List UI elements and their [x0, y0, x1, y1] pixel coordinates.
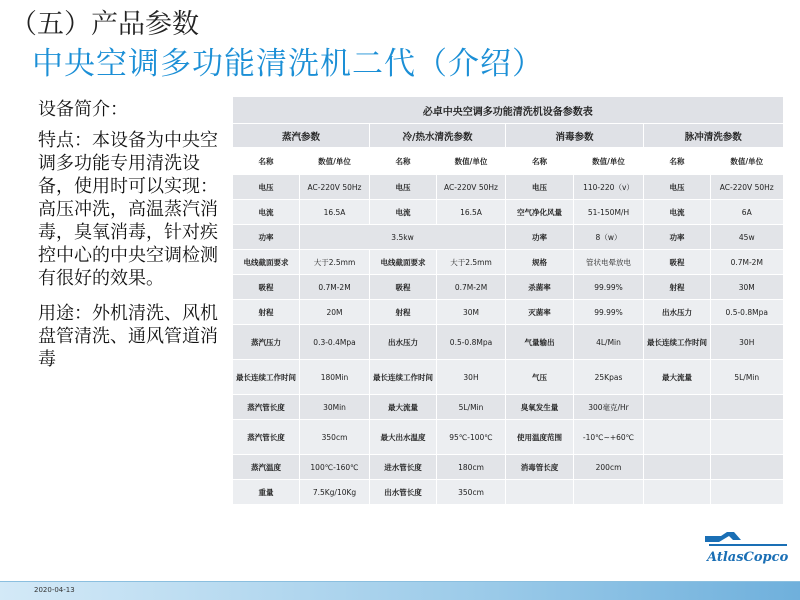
- parameter-value: 30M: [711, 275, 783, 300]
- table-row: [233, 175, 783, 200]
- page-heading: （五）产品参数: [10, 9, 199, 40]
- parameter-name: 最大出水温度: [370, 420, 437, 455]
- parameter-name: 气量输出: [506, 325, 574, 360]
- parameter-value: -10℃~+60℃: [574, 420, 644, 455]
- parameter-value: AC-220V 50Hz: [437, 175, 506, 200]
- logo-text: AtlasCopco: [707, 550, 789, 565]
- column-header-value: 数值/单位: [437, 148, 506, 175]
- parameter-name: 灭菌率: [506, 300, 574, 325]
- parameter-name: 最长连续工作时间: [644, 325, 711, 360]
- parameter-value: 200cm: [574, 455, 644, 480]
- table-row: [233, 225, 783, 250]
- parameter-value: [711, 420, 783, 455]
- parameter-value: AC-220V 50Hz: [711, 175, 783, 200]
- parameter-value: AC-220V 50Hz: [300, 175, 370, 200]
- parameter-name: 吸程: [370, 275, 437, 300]
- column-header-name: 名称: [233, 148, 300, 175]
- table-row: [233, 480, 783, 505]
- parameter-name: 进水管长度: [370, 455, 437, 480]
- parameter-name: 射程: [233, 300, 300, 325]
- parameter-name: 杀菌率: [506, 275, 574, 300]
- parameter-name: 电压: [233, 175, 300, 200]
- parameter-value: 100℃-160℃: [300, 455, 370, 480]
- parameter-name: 电压: [506, 175, 574, 200]
- section-header: 蒸汽参数: [233, 124, 370, 148]
- parameter-name: 最大流量: [370, 395, 437, 420]
- parameter-value: 大于2.5mm: [437, 250, 506, 275]
- parameter-value: 180cm: [437, 455, 506, 480]
- column-header-value: 数值/单位: [300, 148, 370, 175]
- parameter-value: [711, 480, 783, 505]
- table-row: [233, 455, 783, 480]
- intro-label: 设备简介：: [38, 99, 128, 120]
- parameter-name: 规格: [506, 250, 574, 275]
- table-cell: 3.5kw: [300, 225, 506, 250]
- parameter-name: 使用温度范围: [506, 420, 574, 455]
- parameter-name: 电压: [370, 175, 437, 200]
- table-row: [233, 325, 783, 360]
- atlas-copco-logo: [701, 528, 791, 566]
- parameter-value: 350cm: [437, 480, 506, 505]
- parameter-value: 0.7M-2M: [711, 250, 783, 275]
- parameter-value: 8（w）: [574, 225, 644, 250]
- parameter-value: 大于2.5mm: [300, 250, 370, 275]
- parameter-name: 最长连续工作时间: [370, 360, 437, 395]
- device-description: [38, 98, 230, 383]
- column-header-value: 数值/单位: [574, 148, 644, 175]
- parameter-value: 16.5A: [300, 200, 370, 225]
- parameter-value: 5L/Min: [711, 360, 783, 395]
- footer-date: 2020-04-13: [34, 586, 75, 594]
- parameter-name: 电线截面要求: [370, 250, 437, 275]
- table-row: [233, 420, 783, 455]
- parameter-value: 99.99%: [574, 300, 644, 325]
- parameter-table: [232, 96, 783, 504]
- parameter-value: 45w: [711, 225, 783, 250]
- table-row: [233, 275, 783, 300]
- column-header-name: 名称: [506, 148, 574, 175]
- section-header: 消毒参数: [506, 124, 644, 148]
- parameter-name: 电压: [644, 175, 711, 200]
- parameter-value: 0.5-0.8Mpa: [437, 325, 506, 360]
- parameter-name: 功率: [506, 225, 574, 250]
- parameter-value: 0.3-0.4Mpa: [300, 325, 370, 360]
- parameter-value: 管状电晕放电: [574, 250, 644, 275]
- parameter-value: 5L/Min: [437, 395, 506, 420]
- features-text: 特点：本设备为中央空调多功能专用清洗设备，使用时可以实现：高压冲洗，高温蒸汽消毒，臭氧消毒，针对疾控中心的中央空调检测有很好的效果。: [38, 130, 218, 289]
- parameter-value: 20M: [300, 300, 370, 325]
- parameter-name: 蒸汽管长度: [233, 420, 300, 455]
- parameter-name: 出水压力: [644, 300, 711, 325]
- parameter-name: 出水管长度: [370, 480, 437, 505]
- footer-bar: [0, 582, 800, 600]
- parameter-value: 350cm: [300, 420, 370, 455]
- parameter-name: 电流: [370, 200, 437, 225]
- parameter-name: 最大流量: [644, 360, 711, 395]
- parameter-value: 0.7M-2M: [437, 275, 506, 300]
- parameter-name: 重量: [233, 480, 300, 505]
- parameter-name: 蒸汽压力: [233, 325, 300, 360]
- parameter-name: 吸程: [644, 250, 711, 275]
- parameter-value: 95℃-100℃: [437, 420, 506, 455]
- parameter-name: 消毒管长度: [506, 455, 574, 480]
- parameter-name: 射程: [370, 300, 437, 325]
- table-row: [233, 250, 783, 275]
- parameter-name: [644, 420, 711, 455]
- page-subheading: 中央空调多功能清洗机二代（介绍）: [32, 46, 544, 82]
- parameter-name: 电流: [644, 200, 711, 225]
- parameter-name: 蒸汽温度: [233, 455, 300, 480]
- parameter-name: 气压: [506, 360, 574, 395]
- table-row: [233, 360, 783, 395]
- table-title: 必卓中央空调多功能清洗机设备参数表: [233, 97, 783, 124]
- parameter-name: 最长连续工作时间: [233, 360, 300, 395]
- parameter-name: 电线截面要求: [233, 250, 300, 275]
- section-header: 冷/热水清洗参数: [370, 124, 506, 148]
- parameter-value: 99.99%: [574, 275, 644, 300]
- usage-text: 用途：外机清洗、风机盘管清洗、通风管道消毒: [38, 303, 218, 370]
- parameter-name: [644, 395, 711, 420]
- parameter-name: 出水压力: [370, 325, 437, 360]
- parameter-value: 7.5Kg/10Kg: [300, 480, 370, 505]
- parameter-value: [711, 455, 783, 480]
- parameter-value: [574, 480, 644, 505]
- parameter-value: 25Kpas: [574, 360, 644, 395]
- parameter-name: [644, 480, 711, 505]
- parameter-value: 51-150M/H: [574, 200, 644, 225]
- parameter-value: 110-220（v）: [574, 175, 644, 200]
- parameter-name: [506, 480, 574, 505]
- parameter-value: 30H: [711, 325, 783, 360]
- parameter-value: 300毫克/Hr: [574, 395, 644, 420]
- parameter-name: 臭氧发生量: [506, 395, 574, 420]
- column-header-value: 数值/单位: [711, 148, 783, 175]
- parameter-value: 30H: [437, 360, 506, 395]
- parameter-value: 6A: [711, 200, 783, 225]
- column-header-name: 名称: [370, 148, 437, 175]
- parameter-name: 蒸汽管长度: [233, 395, 300, 420]
- parameter-value: 180Min: [300, 360, 370, 395]
- parameter-value: 30M: [437, 300, 506, 325]
- parameter-value: 0.5-0.8Mpa: [711, 300, 783, 325]
- parameter-value: 4L/Min: [574, 325, 644, 360]
- column-header-name: 名称: [644, 148, 711, 175]
- parameter-name: 功率: [644, 225, 711, 250]
- parameter-name: [644, 455, 711, 480]
- parameter-name: 吸程: [233, 275, 300, 300]
- parameter-name: 射程: [644, 275, 711, 300]
- parameter-name: 电流: [233, 200, 300, 225]
- parameter-value: 16.5A: [437, 200, 506, 225]
- table-row: [233, 200, 783, 225]
- parameter-value: 30Min: [300, 395, 370, 420]
- parameter-name: 功率: [233, 225, 300, 250]
- table-row: [233, 300, 783, 325]
- parameter-name: 空气净化风量: [506, 200, 574, 225]
- parameter-value: 0.7M-2M: [300, 275, 370, 300]
- section-header: 脉冲清洗参数: [644, 124, 783, 148]
- parameter-value: [711, 395, 783, 420]
- table-row: [233, 395, 783, 420]
